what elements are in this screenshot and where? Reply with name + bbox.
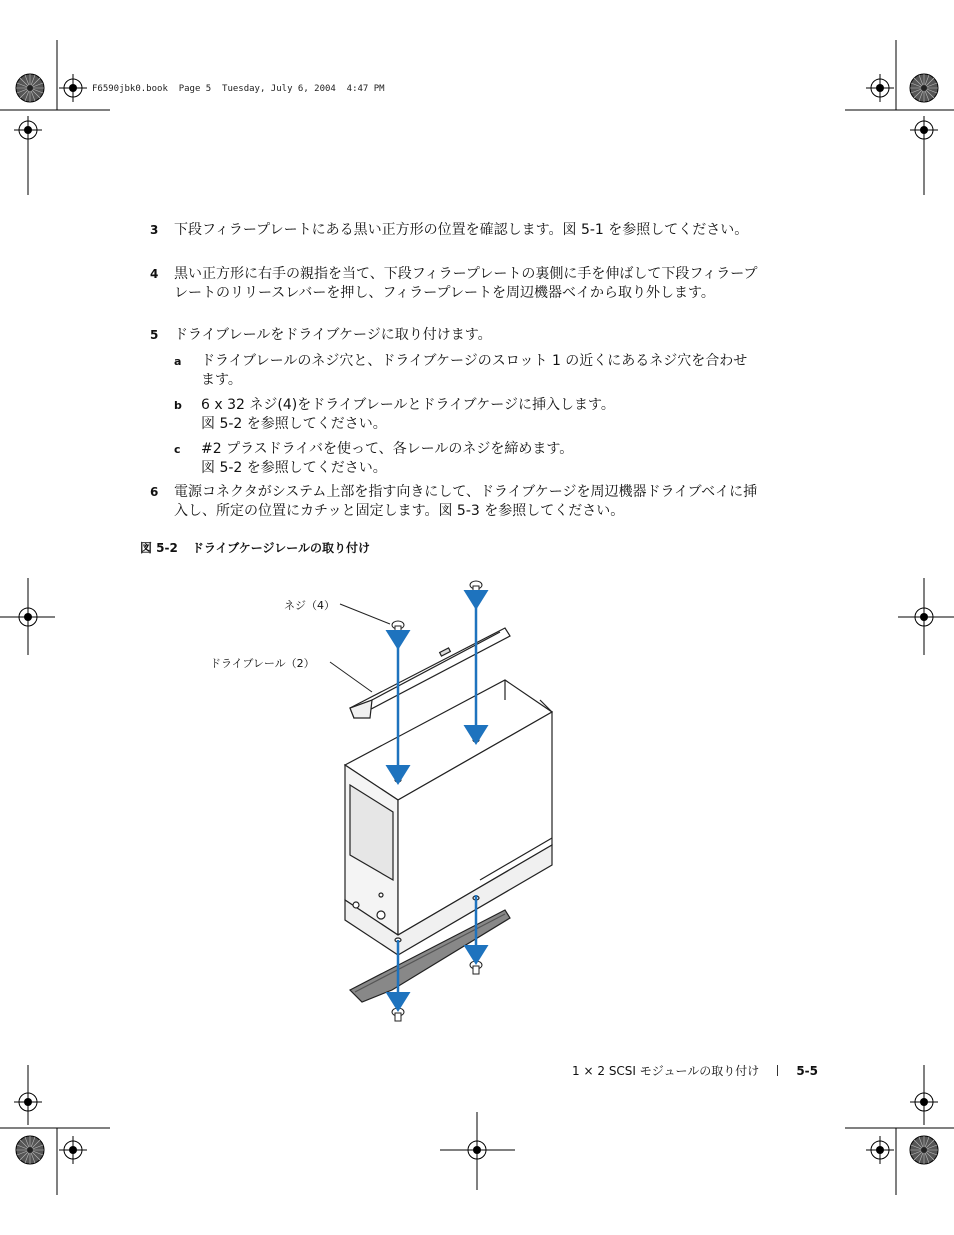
page-footer [572,1062,818,1079]
substep-letter: a [174,355,182,368]
leader-line-rail [330,662,372,692]
drive-cage [345,680,552,955]
step-text: 黒い正方形に右手の親指を当て、下段フィラープレートの裏側に手を伸ばして下段フィラープレートのリリースレバーを押し、フィラープレートを周辺機器ベイから取り外します。 [174,266,758,301]
step-text: 電源コネクタがシステム上部を指す向きにして、ドライブケージを周辺機器ドライブベイに挿入し、所定の位置にカチッと固定します。図 5-3 を参照してください。 [174,484,758,519]
step-text: ドライブレールをドライブケージに取り付けます。 [174,327,492,343]
step-number: 5 [150,328,159,342]
substep-letter: c [174,443,181,456]
page-number: 5-5 [796,1064,818,1078]
step-number: 3 [150,223,159,237]
substep-text: 6 x 32 ネジ(4)をドライブレールとドライブケージに挿入します。 [201,397,615,413]
figure-number: 図 5-2 [140,541,178,555]
step-text: 下段フィラープレートにある黒い正方形の位置を確認します。図 5-1 を参照してください。 [174,222,749,238]
label-screw: ネジ（4） [284,599,335,612]
step-number: 4 [150,267,159,281]
label-drive-rail: ドライブレール（2） [210,657,315,670]
substep-reference: 図 5-2 を参照してください。 [201,416,387,432]
footer-separator [777,1065,778,1076]
footer-section-title: 1 × 2 SCSI モジュールの取り付け [572,1064,760,1078]
substep-reference: 図 5-2 を参照してください。 [201,460,387,476]
figure-title: ドライブケージレールの取り付け [191,541,371,555]
substep-text: #2 プラスドライバを使って、各レールのネジを締めます。 [201,441,574,457]
print-header: F6590jbk0.book Page 5 Tuesday, July 6, 2004 4:47 PM [92,84,385,94]
step-number: 6 [150,485,159,499]
substep-text: ドライブレールのネジ穴と、ドライブケージのスロット 1 の近くにあるネジ穴を合わせます。 [201,353,748,388]
leader-line-screw [340,604,390,624]
substep-letter: b [174,399,182,412]
